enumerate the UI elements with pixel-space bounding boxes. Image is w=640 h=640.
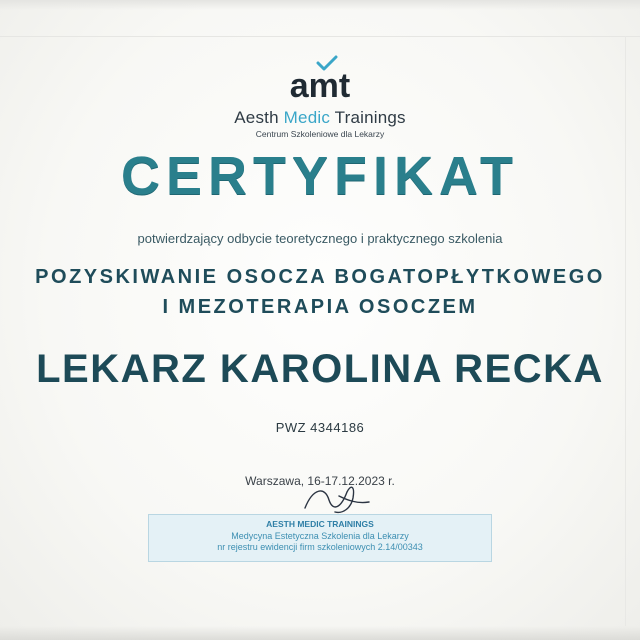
paper-edge-top (0, 0, 640, 10)
amt-logo (0, 55, 640, 103)
confirmation-text: potwierdzający odbycie teoretycznego i praktycznego szkolenia (137, 231, 503, 246)
stamp-registry-number: nr rejestru ewidencji firm szkoleniowych 2.14/00343 (217, 542, 423, 552)
checkmark-icon (280, 55, 360, 103)
place-and-date: Warszawa, 16-17.12.2023 r. (245, 474, 395, 488)
brand-part-medic: Medic (283, 108, 331, 127)
recipient-name: LEKARZ KAROLINA RECKA (36, 347, 604, 391)
stamp-company-name: AESTH MEDIC TRAININGS (266, 519, 374, 529)
brand-name (0, 108, 640, 128)
logo-mark: amt (289, 67, 351, 103)
pwz-number: PWZ 4344186 (275, 420, 365, 435)
brand-part-aesth: Aesth (234, 108, 284, 127)
top-border-line (0, 36, 640, 37)
paper-edge-bottom (0, 626, 640, 640)
stamp-description: Medycyna Estetyczna Szkolenia dla Lekarzy (231, 531, 409, 541)
course-title-line-1: POZYSKIWANIE OSOCZA BOGATOPŁYTKOWEGO (35, 266, 605, 288)
certificate-title: CERTYFIKAT (121, 146, 519, 206)
company-stamp (148, 514, 492, 562)
brand-subtitle: Centrum Szkoleniowe dla Lekarzy (255, 129, 385, 139)
course-title-line-2: I MEZOTERAPIA OSOCZEM (162, 296, 478, 318)
brand-part-trainings: Trainings (330, 108, 406, 127)
